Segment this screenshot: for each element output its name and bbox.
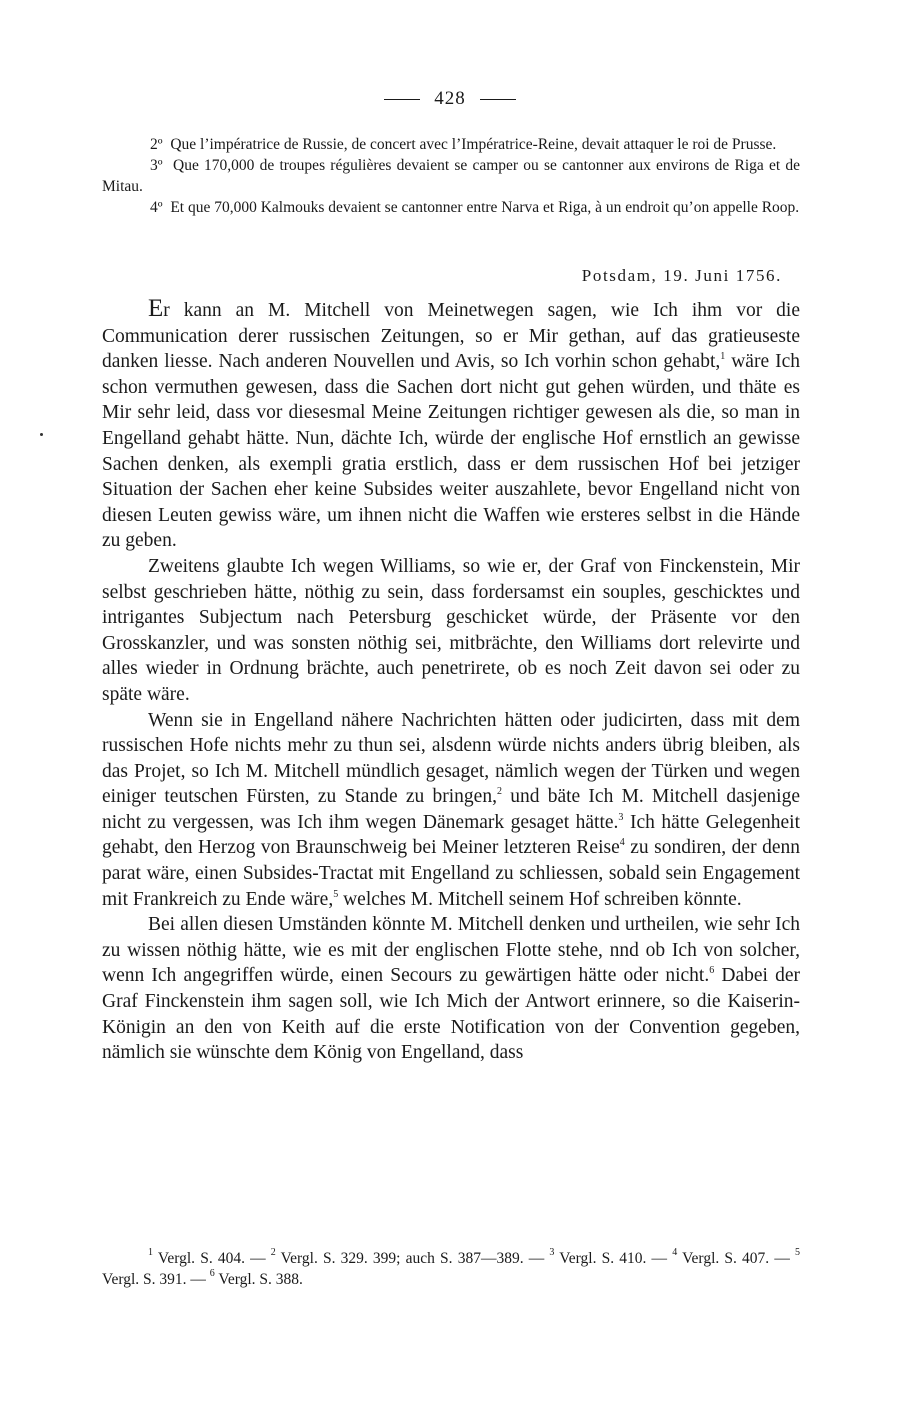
header-dash-right <box>480 99 516 100</box>
footnote-number: 6 <box>209 1268 215 1279</box>
footnote-text: Vergl. S. 410. — <box>554 1250 673 1267</box>
footnote-number: 2 <box>270 1247 276 1258</box>
paragraph-text: Wenn sie in Engelland nähere Nachrichten hätten oder judicirten, dass mit dem russischen Hofe nichts mehr zu thun sei, alsdenn würde nichts anders übrig bleiben, als das Projet, so Ich M. Mitchell mündlich gesaget, nämlich wegen der Türken und wegen einiger teutschen Fürsten, zu Stande zu bringen, <box>102 709 800 808</box>
initial-letter: E <box>148 295 164 322</box>
list-item <box>102 155 800 197</box>
paragraph-1 <box>102 296 800 554</box>
paragraph-text: welches M. Mitchell seinem Hof schreiben könnte. <box>338 888 742 910</box>
paragraph-text: Ich hätte Gelegenheit gehabt, den Herzog von Braunschweig bei Meiner letzteren Reise <box>102 811 800 859</box>
footnote-number: 3 <box>549 1247 555 1258</box>
footnote-number: 1 <box>148 1247 153 1258</box>
footnote-ref: 2 <box>496 786 502 798</box>
footnote-ref: 1 <box>720 351 726 363</box>
list-item-text: Et que 70,000 Kalmouks devaient se cantonner entre Narva et Riga, à un endroit qu’on appelle Roop. <box>170 199 800 216</box>
paragraph-3 <box>102 708 800 913</box>
footnote-text: Vergl. S. 388. <box>214 1271 303 1288</box>
footnote-line <box>102 1248 800 1290</box>
footnote-number: 5 <box>795 1247 800 1258</box>
footnote-ref: 5 <box>333 888 339 900</box>
list-item-number: 4º <box>150 199 163 216</box>
paragraph-4 <box>102 912 800 1066</box>
footnote-ref: 4 <box>619 837 625 849</box>
paragraph-text: Dabei der Graf Finckenstein ihm sagen soll, wie Ich Mich der Antwort erinnere, so die Kaiserin-Königin an den von Keith auf die erste Notification von der Convention gegeben, nämlich sie wünschte dem König von Engelland, dass <box>102 965 800 1064</box>
footnotes <box>102 1248 800 1290</box>
paragraph-text: Bei allen diesen Umständen könnte M. Mitchell denken und urtheilen, wie sehr Ich zu wissen nöthig hätte, wie es mit der englischen Flotte stehe, nnd ob Ich von solcher, wenn Ich angegriffen würde, einen Secours zu gewärtigen hätte oder nicht. <box>102 914 800 987</box>
list-item-text: Que 170,000 de troupes régulières devaient se camper ou se cantonner aux environs de Riga et de Mitau. <box>102 157 800 195</box>
numbered-list <box>102 134 800 218</box>
paragraph-text: zu sondiren, der denn parat wäre, einen Subsides-Tractat mit Engelland zu schliessen, sobald sein Engagement mit Frankreich zu Ende wäre, <box>102 837 800 910</box>
footnote-ref: 3 <box>618 811 624 823</box>
list-item-number: 2º <box>150 136 163 153</box>
letter-body <box>102 296 800 1066</box>
dateline: Potsdam, 19. Juni 1756. <box>581 266 782 285</box>
footnote-ref: 6 <box>709 965 715 977</box>
paragraph-2: Zweitens glaubte Ich wegen Williams, so wie er, der Graf von Finckenstein, Mir selbst geschrieben hätte, nöthig zu sein, dass fordersamst ein souples, geschicktes und intrigantes Subjectum nach Petersburg geschicket würde, der Präsente vor den Grosskanzler, und was sonsten nöthig sei, mitbrächte, den Williams dort relevirte und alles wieder in Ordnung brächte, auch penetrirete, ob es noch Zeit davon sei oder zu späte wäre. <box>102 555 800 705</box>
page-number: 428 <box>434 88 466 109</box>
footnote-number: 4 <box>672 1247 678 1258</box>
paragraph-text: wäre Ich schon vermuthen gewesen, dass die Sachen dort nicht gut gehen würden, und thäte es Mir sehr leid, dass vor diesesmal Meine Zeitungen richtiger gewesen als die, so man in Engelland gehabt hätte. Nun, dächte Ich, würde der englische Hof ernstlich an gewisse Sachen denken, als exempli gratia erstlich, dass er dem russischen Hof bei jetziger Situation der Sachen eher keine Subsides weiter auszahlete, bevor Engelland nicht von diesen Leuten gewiss wäre, um ihnen nicht die Waffen wie ersteres selbst in die Hände zu geben. <box>102 351 800 552</box>
footnote-text: Vergl. S. 407. — <box>677 1250 795 1267</box>
page-header <box>0 88 900 110</box>
list-item-number: 3º <box>150 157 163 174</box>
header-dash-left <box>384 99 420 100</box>
list-item <box>102 197 800 218</box>
list-item <box>102 134 800 155</box>
margin-mark <box>40 433 43 436</box>
paragraph-text: und bäte Ich M. Mitchell dasjenige nicht zu vergessen, was Ich ihm wegen Dänemark gesaget hätte. <box>102 786 800 833</box>
paragraph-text: r kann an M. Mitchell von Meinetwegen sagen, wie Ich ihm vor die Communication derer russischen Zeitungen, so er Mir gethan, auf das gratieuseste danken liesse. Nach anderen Nouvellen und Avis, so Ich vorhin schon gehabt, <box>102 300 800 373</box>
footnote-text: Vergl. S. 329. 399; auch S. 387—389. — <box>275 1250 550 1267</box>
list-item-text: Que l’impératrice de Russie, de concert avec l’Impératrice-Reine, devait attaquer le roi de Prusse. <box>170 136 777 153</box>
footnote-text: Vergl. S. 404. — <box>153 1250 271 1267</box>
footnote-text: Vergl. S. 391. — <box>102 1271 210 1288</box>
